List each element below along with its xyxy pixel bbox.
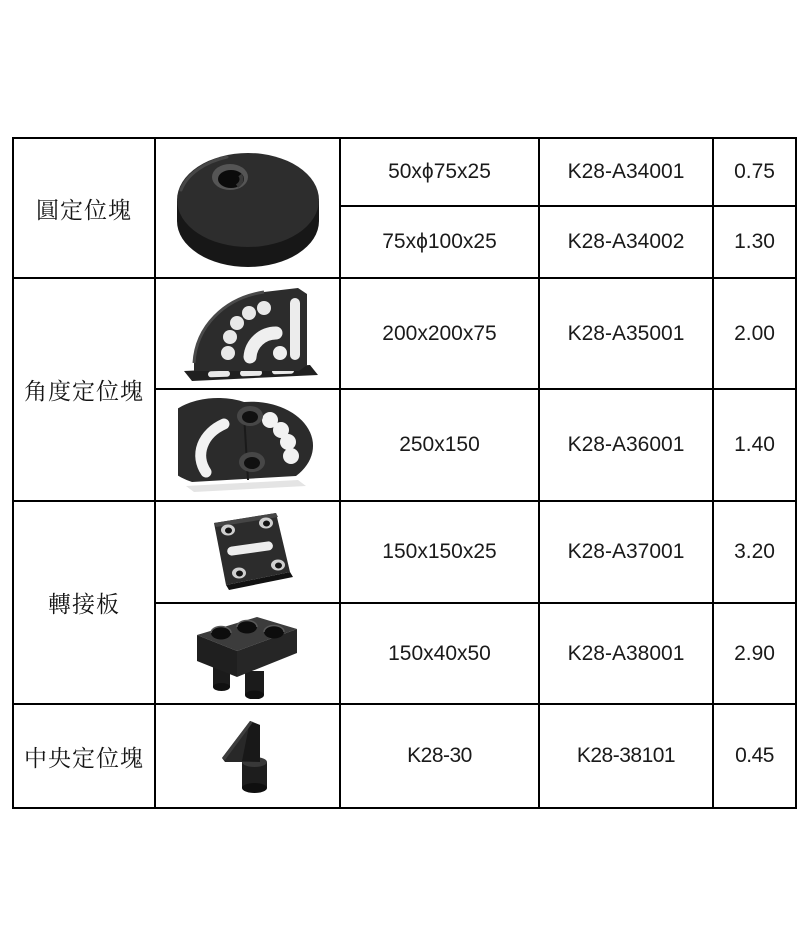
table-row [13,704,796,808]
size-cell: 50xϕ75x25 [340,138,539,206]
part-number-cell: K28-A35001 [539,278,713,389]
product-photo-cell [155,278,340,389]
part-number-cell: K28-A34002 [539,206,713,278]
table-row [13,278,796,389]
weight-cell: 3.20 [713,501,796,603]
product-photo-cell [155,501,340,603]
part-number-cell: K28-A37001 [539,501,713,603]
adapter-plate-image [196,509,300,595]
weight-cell: 1.30 [713,206,796,278]
weight-cell: 2.00 [713,278,796,389]
size-cell: 250x150 [340,389,539,501]
angle-locating-block-semicircle-image [178,394,318,496]
product-photo-cell [155,704,340,808]
part-number-cell: K28-38101 [539,704,713,808]
size-cell: 200x200x75 [340,278,539,389]
angle-locating-block-fan-image [172,283,324,385]
part-number-cell: K28-A36001 [539,389,713,501]
size-cell: 150x150x25 [340,501,539,603]
adapter-block-image [189,609,307,699]
product-photo-cell [155,603,340,704]
part-number-cell: K28-A34001 [539,138,713,206]
central-locating-block-image [212,716,284,796]
size-cell: K28-30 [340,704,539,808]
size-cell: 150x40x50 [340,603,539,704]
table-row [13,138,796,206]
weight-cell: 0.45 [713,704,796,808]
round-locating-block-image [167,145,329,271]
product-name-central-block: 中央定位塊 [13,704,155,808]
parts-spec-table [12,137,797,809]
weight-cell: 2.90 [713,603,796,704]
product-name-round-block: 圓定位塊 [13,138,155,278]
part-number-cell: K28-A38001 [539,603,713,704]
weight-cell: 0.75 [713,138,796,206]
product-photo-cell [155,389,340,501]
size-cell: 75xϕ100x25 [340,206,539,278]
product-name-adapter-plate: 轉接板 [13,501,155,704]
product-name-angle-block: 角度定位塊 [13,278,155,501]
table-row [13,501,796,603]
weight-cell: 1.40 [713,389,796,501]
product-photo-cell [155,138,340,278]
